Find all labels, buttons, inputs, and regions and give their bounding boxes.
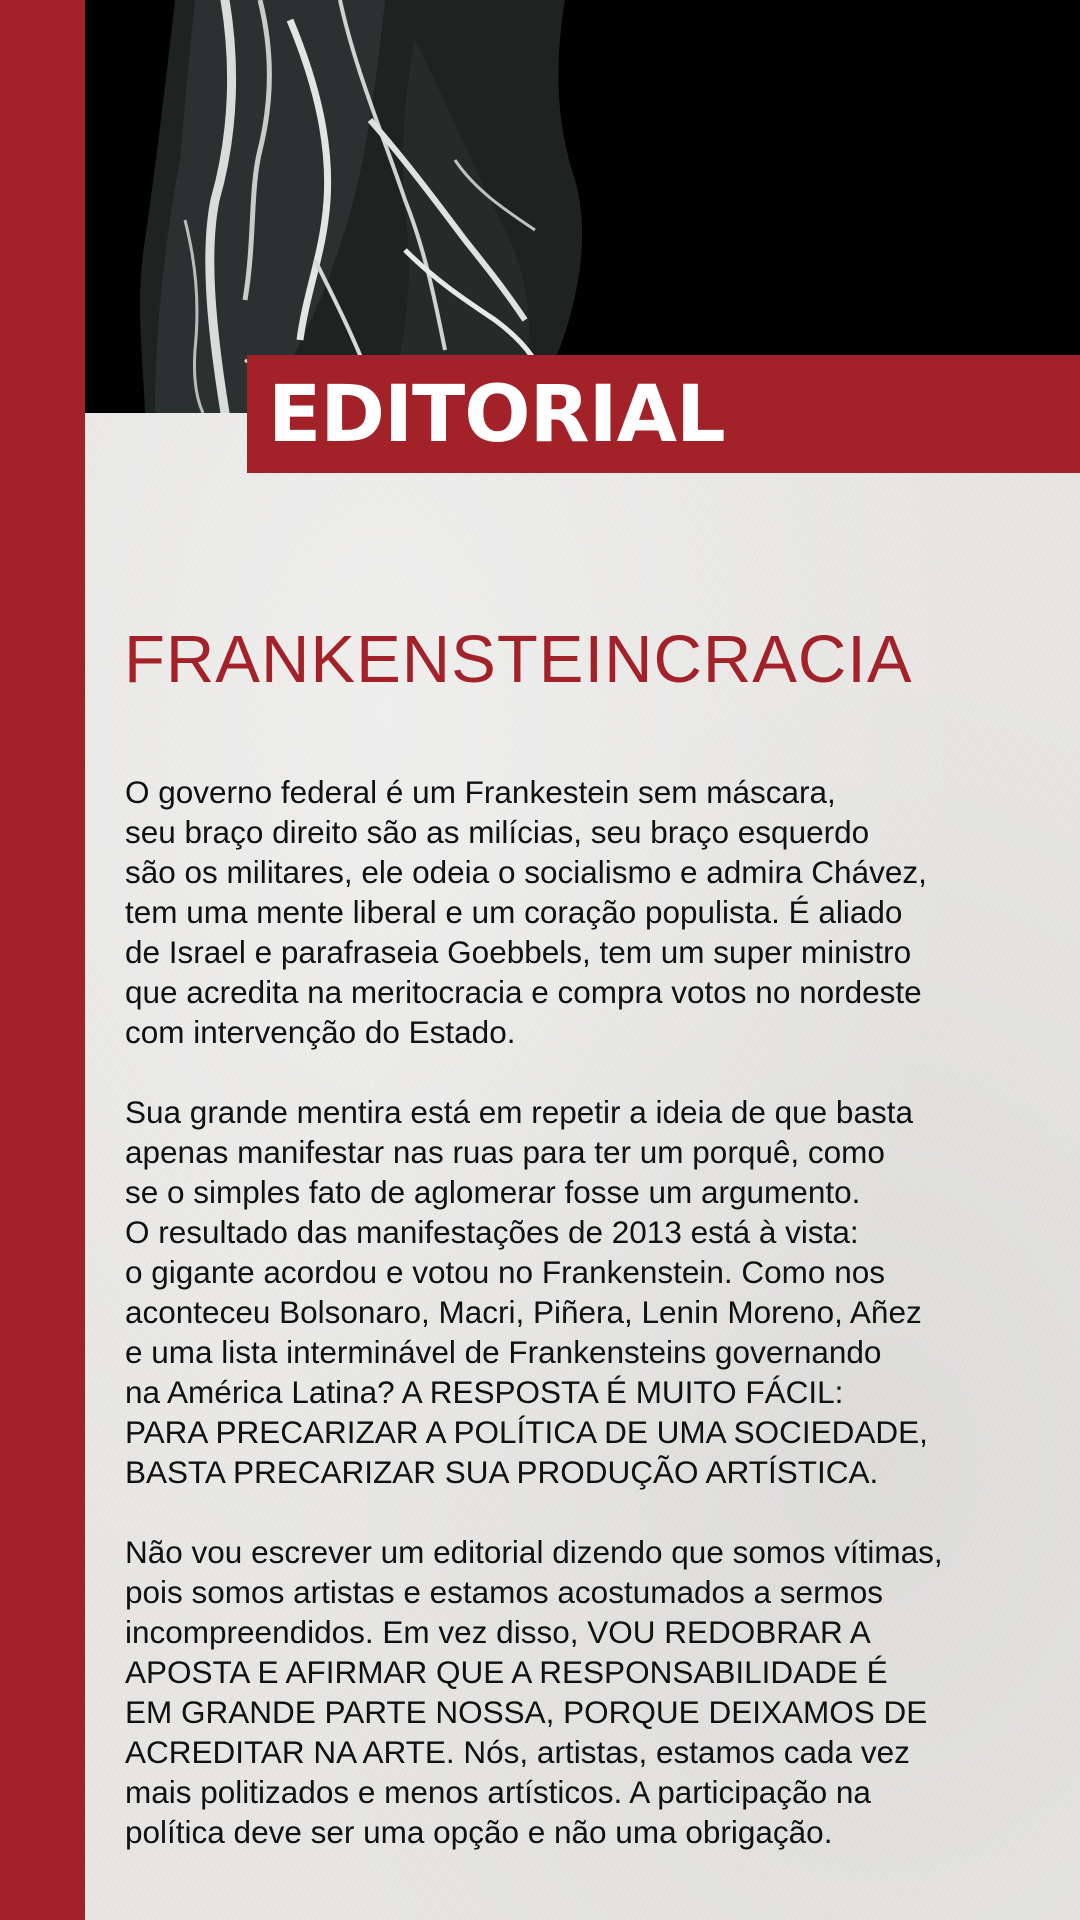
- text-line: pois somos artistas e estamos acostumados a sermos: [125, 1574, 884, 1610]
- paragraph-1: [125, 772, 1045, 1052]
- paragraph-2: [125, 1092, 1045, 1492]
- text-line: Sua grande mentira está em repetir a ideia de que basta: [125, 1094, 913, 1130]
- page-title: FRANKENSTEINCRACIA: [124, 622, 913, 697]
- text-line: seu braço direito são as milícias, seu braço esquerdo: [125, 814, 870, 850]
- text-line: que acredita na meritocracia e compra votos no nordeste: [125, 974, 922, 1010]
- article-body: [125, 772, 1045, 1892]
- text-line: O governo federal é um Frankestein sem máscara,: [125, 774, 836, 810]
- text-line: BASTA PRECARIZAR SUA PRODUÇÃO ARTÍSTICA.: [125, 1454, 879, 1490]
- text-line: política deve ser uma opção e não uma obrigação.: [125, 1814, 833, 1850]
- text-line: Não vou escrever um editorial dizendo que somos vítimas,: [125, 1534, 943, 1570]
- text-line: são os militares, ele odeia o socialismo e admira Chávez,: [125, 854, 927, 890]
- text-line: APOSTA E AFIRMAR QUE A RESPONSABILIDADE É: [125, 1654, 888, 1690]
- textured-figure-image: [85, 0, 1080, 413]
- text-line: na América Latina? A RESPOSTA É MUITO FÁCIL:: [125, 1374, 844, 1410]
- text-line: e uma lista interminável de Frankensteins governando: [125, 1334, 882, 1370]
- text-line: se o simples fato de aglomerar fosse um argumento.: [125, 1174, 861, 1210]
- text-line: o gigante acordou e votou no Frankenstein. Como nos: [125, 1254, 885, 1290]
- section-label: EDITORIAL: [268, 370, 725, 460]
- text-line: com intervenção do Estado.: [125, 1014, 516, 1050]
- text-line: PARA PRECARIZAR A POLÍTICA DE UMA SOCIEDADE,: [125, 1414, 928, 1450]
- text-line: aconteceu Bolsonaro, Macri, Piñera, Lenin Moreno, Añez: [125, 1294, 922, 1330]
- paragraph-3: [125, 1532, 1045, 1852]
- text-line: de Israel e parafraseia Goebbels, tem um super ministro: [125, 934, 912, 970]
- text-line: incompreendidos. Em vez disso, VOU REDOBRAR A: [125, 1614, 871, 1650]
- left-red-strip: [0, 0, 85, 1920]
- header-photo: [85, 0, 1080, 413]
- text-line: apenas manifestar nas ruas para ter um porquê, como: [125, 1134, 885, 1170]
- text-line: tem uma mente liberal e um coração populista. É aliado: [125, 894, 903, 930]
- text-line: O resultado das manifestações de 2013 está à vista:: [125, 1214, 859, 1250]
- text-line: ACREDITAR NA ARTE. Nós, artistas, estamos cada vez: [125, 1734, 910, 1770]
- text-line: mais politizados e menos artísticos. A participação na: [125, 1774, 871, 1810]
- text-line: EM GRANDE PARTE NOSSA, PORQUE DEIXAMOS DE: [125, 1694, 928, 1730]
